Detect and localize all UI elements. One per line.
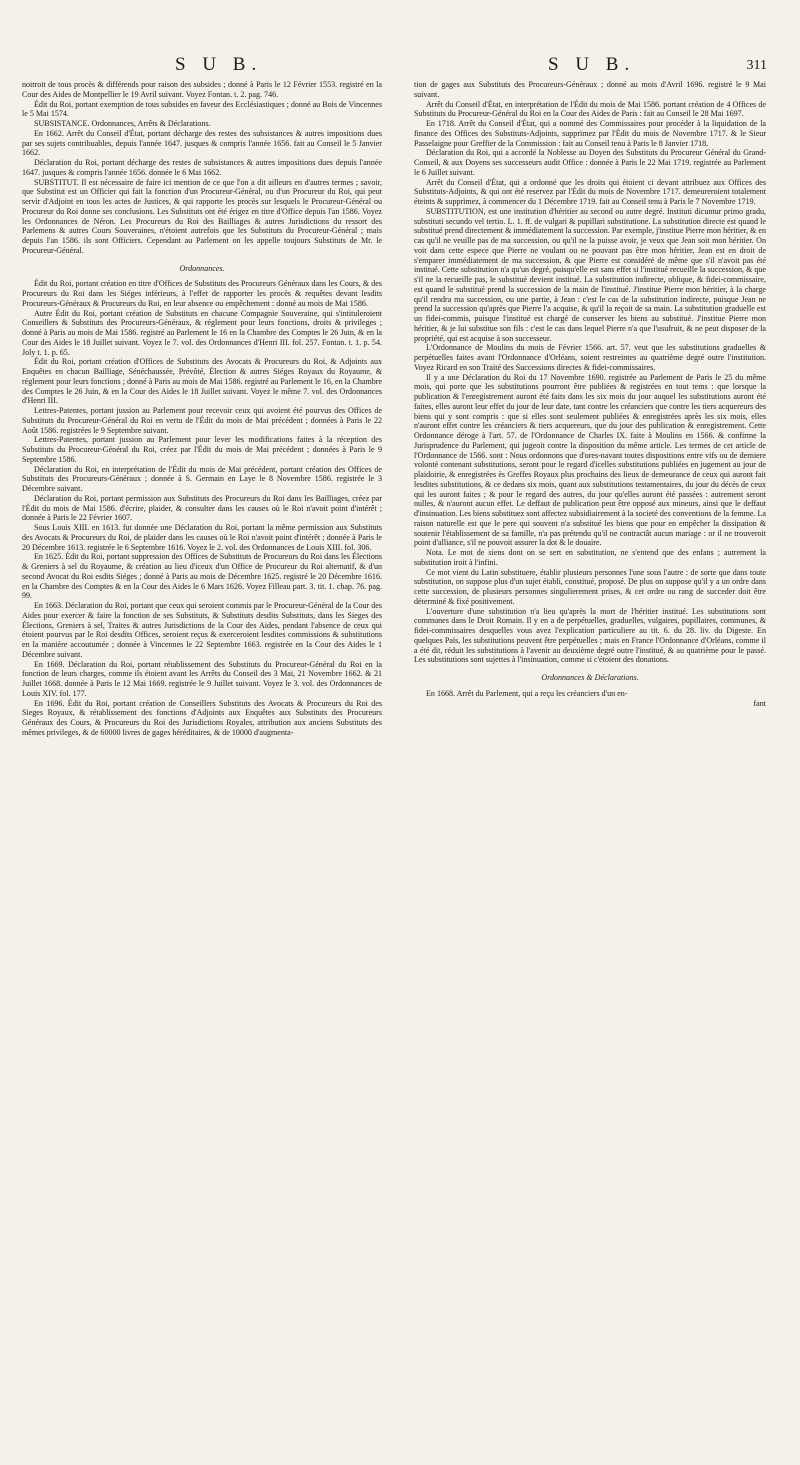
entry-substitution: SUBSTITUTION, est une institution d'héritier au second ou autre degré. Instituti dicuntur primo gradu, substituti secundo vel tertio. L. 1. ff. de vulgari & pupillari substitutione. La substitution directe est quand le substitué prend directement & immédiatement la succession. Par exemple, j'institue Pierre mon héritier, & en cas qu'il ne veuille pas de ma succession, ou qu'il ne la puisse avoir, je veux que Jean soit mon héritier. On voit dans cette espece que Pierre ne voulant ou ne pouvant pas être mon héritier, Jean est en droit de s'emparer immédiatement de ma succession, & que Pierre est considéré de même que s'il n'avoit pas été institué. Cette substitution n'a qu'un degré, puisqu'elle est sans effet si l'institué recueille la succession, & que s'il ne la recueille pas, le substitué devient institué. La substitution indirecte, oblique, & fidei-commissaire, est quand le substitué prend la succession de la main de l'institué. J'institue Pierre mon héritier, à la charge qu'il rendra ma succession, ou une partie, à Jean : c'est le cas de la substitution indirecte, puisque Jean ne prend la succession qu'après que Pierre l'a acquise, & qu'il la reçoit de sa main. La substitution graduelle est un fidei-commis, puisque l'institué est chargé de conserver les biens au substitué. J'institue Pierre mon héritier, & je lui substitue son fils : c'est le cas dans lequel Pierre n'a que l'usufruit, & ne peut disposer de la propriété, qui est acquise à son successeur. [414, 206, 766, 343]
entry-substitut: SUBSTITUT. Il est nécessaire de faire ici mention de ce que l'on a dit ailleurs en d'autres termes ; savoir, que Substitut est un Officier qui fait la fonction d'un Procureur-Général, ou d'un Procureur du Roi, qui peut servir d'Adjoint en tous les actes de Justices, & qui rapporte les procès sur lesquels le Procureur-Général ou Procureur du Roi donne ses conclusions. Les Substituts ont été érigez en titre d'Office depuis l'an 1586. Voyez les Ordonnances de Néron. Les Procureurs du Roi des Bailliages & autres Jurisdictions du ressort des Parlemens & autres Cours Souveraines, n'étoient autrefois que les Substituts du Procureur-Général ; mais depuis l'an 1586. ils sont Officiers. Cependant au Parlement on les appelle toujours Substituts de Mr. le Procureur-Général. [22, 177, 382, 255]
paragraph: En 1663. Déclaration du Roi, portant que ceux qui seroient commis par le Procureur-Général de la Cour des Aides pour exercer & faire la fonction de ses Substituts, & Substituts desdits Substituts, dans les Sieges des Élections, Greniers à sel, Traites & autres Jurisdictions de la Cour des Aides, pendant l'absence de ceux qui étoient pourvus par le Roi desdits Offices, seroient reçus & exerceroient lesdites commissions & substitutions en la manière accoutumée ; donnée à Vincennes le 22 Septembre 1663. registrée en la Cour des Aides le 1 Décembre suivant. [22, 601, 382, 659]
paragraph: Lettres-Patentes, portant jussion au Parlement pour lever les modifications faites à la réception des Substituts du Procureur-Général du Roi, créez par l'Édit du mois de Mai précédent ; données à Paris le 9 Septembre 1586. [22, 435, 382, 464]
right-running-head: S U B. [548, 54, 636, 75]
section-heading-ordonnances: Ordonnances. [179, 263, 225, 273]
catchword: fant [753, 698, 766, 708]
paragraph: Édit du Roi, portant exemption de tous subsides en faveur des Ecclésiastiques ; donné au Bois de Vincennes le 5 Mai 1574. [22, 99, 382, 119]
page-number: 311 [746, 58, 767, 73]
paragraph: Arrêt du Conseil d'État, qui a ordonné que les droits qui étoient ci devant attribuez aux Offices des Substituts-Adjoints, & qui ont été reservez par l'Édit du mois de Novembre 1717. demeureroient totalement éteints & supprimez, à commencer du 1 Décembre 1719. fait au Conseil tenu à Paris le 7 Novembre 1719. [414, 177, 766, 206]
paragraph: Déclaration du Roi, en interprétation de l'Édit du mois de Mai précédent, portant création des Offices de Substituts des Procureurs-Généraux ; donnée à S. Germain en Laye le 8 Novembre 1586. registrée le 3 Décembre suivant. [22, 464, 382, 493]
entry-heading-subsistance: SUBSISTANCE. Ordonnances, Arrêts & Déclarations. [34, 119, 211, 128]
paragraph: Sous Louis XIII. en 1613. fut donnée une Déclaration du Roi, portant la même permission aux Substituts des Avocats & Procureurs du Roi, de plaider dans les causes où le Roi n'avoit point d'intérêt ; donnée à Paris le 20 Décembre 1613. registrée le 6 Septembre 1616. Voyez le 2. vol. des Ordonnances de Louis XIII. fol. 306. [22, 523, 382, 552]
paragraph: Déclaration du Roi, qui a accordé la Noblesse au Doyen des Substituts du Procureur Général du Grand-Conseil, & aux Doyens ses successeurs audit Office : donnée à Paris le 22 Mai 1719. registrée au Parlement le 6 Juillet suivant. [414, 148, 766, 177]
paragraph: Édit du Roi, portant création d'Offices de Substituts des Avocats & Procureurs du Roi, & Adjoints aux Enquêtes en chacun Bailliage, Sénéchaussée, Prévôté, Élection & autres Siéges Royaux du Royaume, & réglement pour leurs fonctions ; donné à Paris au mois de Mai 1586. registré au Parlement le 16, en la Chambre des Comptes le 26 Juin, & en la Cour des Aides le 18 Juillet suivant. Voyez le même 7. vol. des Ordonnances d'Henri III. [22, 357, 382, 406]
paragraph: Il y a une Déclaration du Roi du 17 Novembre 1690. registrée au Parlement de Paris le 25 du même mois, qui porte que les substitutions pourront être publiées & registrées en tout tems : que lorsque la publication & l'enregistrement auront été faits dans les six mois du jour auquel les substitutions auront été faites, elles auront leur effet du jour de leur date, tant contre les créanciers que contre les tiers acquereurs des biens qui y sont compris : que si elles sont seulement publiées & enregistrées après les six mois, elles n'auront effet contre les créanciers & tiers acquereurs, que du jour des publication & enregistrement. Cette Ordonnance déroge à l'art. 57. de l'Ordonnance de Charles IX. faite à Moulins en 1566. & confirme la Jurisprudence du Parlement, qui jugeoit contre la disposition du même article. Les termes de cet article de l'Ordonnance de 1566. sont : Nous ordonnons que d'ores-navant toutes dispositions entre vifs ou de derniere volonté contenant substitutions, seront pour le regard d'icelles substitutions publiées en jugement au jour de plaidoirie, & enregistrées ès Greffes Royaux plus prochains des lieux de demeurance de ceux qui auront fait lesdites substitutions, & ce dedans six mois, quant aux substitutions testamentaires, du jour du décès de ceux qui les auront faites ; & pour le regard des autres, du jour qu'elles auront été passées : autrement seront nulles, & n'auront aucun effet. Le deffaut de publication peut être opposé aux mineurs, ainsi que le deffaut d'insinuation. Les biens substituez sont affectez subsidiairement à la societé des conventions de la femme. La raison naturelle est que le pere qui souvent n'a substitué les biens que pour en empêcher la dissipation & soutenir l'établissement de sa famille, n'a pas prétendu qu'il ne contractât aucun mariage : or il ne trouveroit point d'alliance, s'il ne pouvoit assurer la dot & le douaire. [414, 372, 766, 548]
paragraph: Déclaration du Roi, portant permission aux Substituts des Procureurs du Roi dans les Bailliages, créez par l'Édit du mois de Mai 1586. d'écrire, plaider, & consulter dans les causes où le Roi n'avoit point d'intérêt ; donnée à Paris le 22 Février 1607. [22, 493, 382, 523]
paragraph: Autre Édit du Roi, portant création de Substituts en chacune Compagnie Souveraine, qui s'intituleroient Conseillers & Substituts des Procureurs-Généraux, & réglement pour leurs fonctions, droits & privileges ; donné à Paris au mois de Mai 1586. registré au Parlement le 16 en la Chambre des Comptes le 26 Juin, & en la Cour des Aides le 18 Juillet suivant. Voyez le 7. vol. des Ordonnances d'Henri III. fol. 257. Fontan. t. 1. p. 54. Joly t. 1. p. 65. [22, 308, 382, 357]
paragraph: En 1718. Arrêt du Conseil d'État, qui a nommé des Commissaires pour procéder à la liquidation de la finance des Offices des Substituts-Adjoints, supprimez par l'Édit du mois de Novembre 1717. & le Sieur Passelaigne pour Greffier de la Commission : fait au Conseil tenu à Paris le 8 Janvier 1718. [414, 119, 766, 148]
paragraph: En 1625. Édit du Roi, portant suppression des Offices de Substituts de Procureurs du Roi dans les Élections & Greniers à sel du Royaume, & création au lieu d'iceux d'un Office de Procureur du Roi alternatif, & d'un second Avocat du Roi esdits Siéges ; donné à Paris au mois de Décembre 1625. registré le 20 Décembre 1616. en la Chambre des Comptes & en la Cour des Aides le 6 Mars 1626. Voyez Filleau part. 3. tit. 1. chap. 76. pag. 99. [22, 552, 382, 601]
paragraph: L'Ordonnance de Moulins du mois de Février 1566. art. 57. veut que les substitutions graduelles & perpétuelles faites avant l'Ordonnance d'Orléans, soient restreintes au quatrième degré outre l'institution. Voyez Ricard en son Traité des Successions directes & fidei-commissaires. [414, 343, 766, 372]
paragraph: En 1669. Déclaration du Roi, portant rétablissement des Substituts du Procureur-Général du Roi en la fonction de leurs charges, comme ils étoient avant les Arrêts du Conseil des 3 Mai, 21 Novembre 1662. & 21 Juillet 1668. donnée à Paris le 12 Mai 1669. registrée le 9 Juillet suivant. Voyez le 3. vol. des Ordonnances de Louis XIV. fol. 177. [22, 659, 382, 698]
paragraph: tion de gages aux Substituts des Procureurs-Généraux ; donné au mois d'Avril 1696. registré le 9 Mai suivant. [414, 80, 766, 99]
paragraph: Édit du Roi, portant création en titre d'Offices de Substituts des Procureurs Généraux dans les Cours, & des Procureurs du Roi dans les Siéges inférieurs, à l'effet de rapporter les procès & requêtes devant lesdits Procureurs-Généraux & Procureurs du Roi, en leur absence ou empêchement : donné au mois de Mai 1586. [22, 279, 382, 308]
paragraph: Arrêt du Conseil d'État, en interprétation de l'Édit du mois de Mai 1586. portant création de 4 Offices de Substituts du Procureur-Général du Roi en la Cour des Aides de Paris : fait au Conseil le 28 Mai 1697. [414, 99, 766, 119]
paragraph: En 1668. Arrêt du Parlement, qui a reçu les créanciers d'un en- [426, 688, 628, 698]
paragraph: Déclaration du Roi, portant décharge des restes de subsistances & autres impositions dues depuis l'année 1647. jusques & compris l'année 1656. donnée le 6 Mai 1662. [22, 158, 382, 177]
paragraph: En 1662. Arrêt du Conseil d'État, portant décharge des restes des subsistances & autres impositions dues par ses sujets contribuables, depuis l'année 1647. jusques & compris l'année 1656. fait au Conseil le 5 Janvier 1662. [22, 128, 382, 158]
paragraph: noitroit de tous procès & différends pour raison des subsides ; donné à Paris le 12 Février 1553. registré en la Cour des Aides de Montpellier le 19 Avril suivant. Voyez Fontan. t. 2. pag. 746. [22, 80, 382, 99]
left-column [22, 80, 382, 738]
section-heading-ordonnances-declarations: Ordonnances & Déclarations. [541, 673, 639, 682]
paragraph: En 1696. Édit du Roi, portant création de Conseillers Substituts des Avocats & Procureurs du Roi des Sieges Royaux, & rétablissement des fonctions d'Adjoints aux Enquêtes aux Substituts des Procureurs Généraux des Cours, & Procureurs du Roi des Jurisdictions Royales, attribution aux anciens Substituts des mêmes privileges, & de 60000 livres de gages héréditaires, & de 10000 d'augmenta- [22, 698, 382, 737]
paragraph: Nota. Le mot de siens dont on se sert en substitution, ne s'entend que des enfans ; autrement la substitution iroit à l'infini. [414, 548, 766, 567]
left-running-head: S U B. [175, 54, 263, 75]
paragraph: L'ouverture d'une substitution n'a lieu qu'après la mort de l'héritier institué. Les substitutions sont communes dans le Droit Romain. Il y en a de perpétuelles, graduelles, vulgaires, pupillaires, communes, & fidei-commissaires desquelles vous avez l'explication particuliere au tit. 6. du 28. liv. du Digeste. En quelques Païs, les substitutions peuvent être perpétuelles ; mais en France l'Ordonnance d'Orléans, comme il a été dit, réduit les substitutions à l'avenir au deuxième degré outre l'institué, & au quatrième pour le passé. Les substitutions sont sujettes à l'insinuation, comme si c'étoient des donations. [414, 606, 766, 665]
paragraph: Lettres-Patentes, portant jussion au Parlement pour recevoir ceux qui avoient été pourvus des Offices de Substituts du Procureur-Général du Roi en vertu de l'Édit du mois de Mai précédent ; données à Paris le 22 Août 1586. registrées le 9 Septembre suivant. [22, 406, 382, 435]
right-column [414, 80, 766, 708]
paragraph: Ce mot vient du Latin substituere, établir plusieurs personnes l'une sous l'autre : de sorte que dans toute substitution, on suppose plus d'un sujet établi, constitué, proposé. De plus on suppose qu'il y a un ordre dans cette succession, de plusieurs personnes singulierement prises, & cet ordre ou rang de succeder doit être déterminé & fixé positivement. [414, 567, 766, 606]
